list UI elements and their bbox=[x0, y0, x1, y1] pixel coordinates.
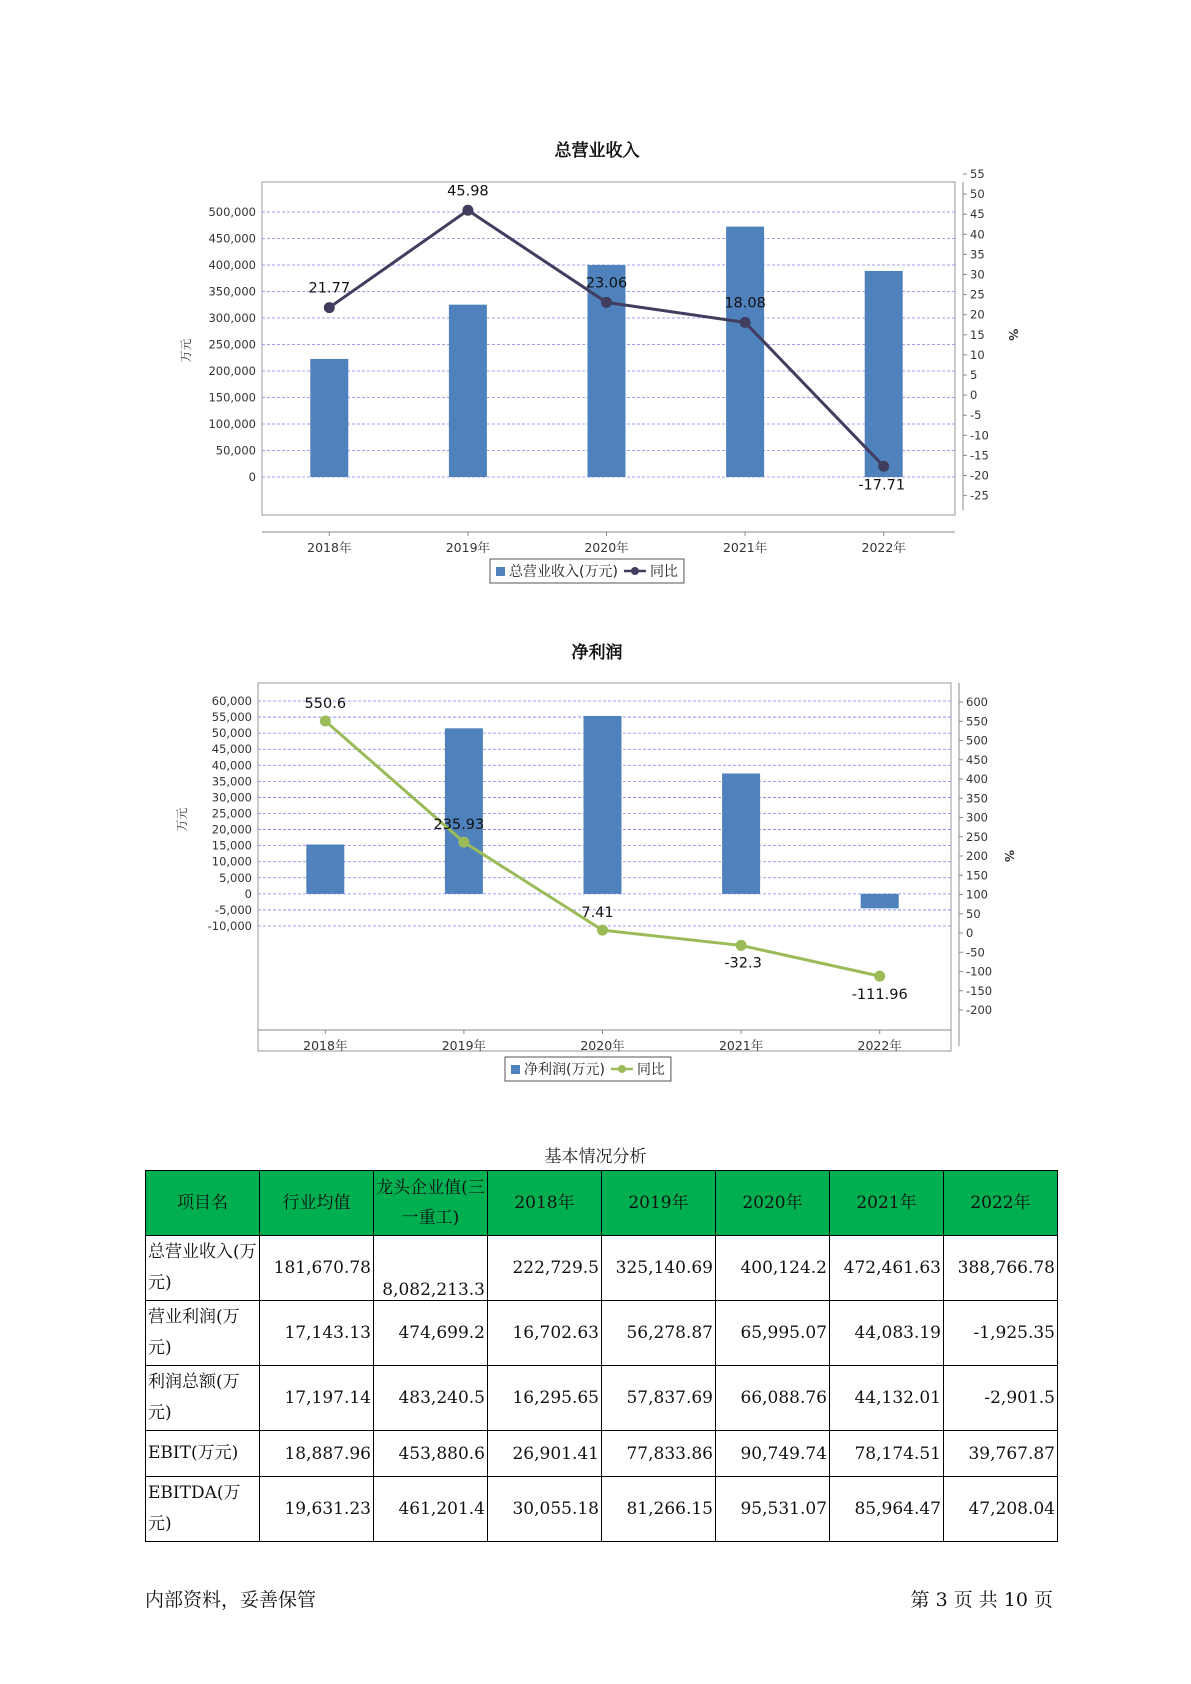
y2-tick-label: -10 bbox=[970, 428, 989, 443]
legend-line-label: 同比 bbox=[636, 1062, 665, 1078]
y2-tick-label: 100 bbox=[966, 887, 988, 902]
y-axis-label: 万元 bbox=[175, 807, 189, 832]
y-tick-label: 300,000 bbox=[208, 311, 256, 325]
table-cell: 19,631.23 bbox=[260, 1477, 374, 1542]
x-tick-label: 2021年 bbox=[722, 540, 768, 555]
header-cell: 龙头企业值(三一重工) bbox=[374, 1171, 488, 1236]
y2-tick-label: -15 bbox=[970, 448, 989, 463]
y2-tick-label: -50 bbox=[966, 945, 985, 960]
x-tick-label: 2018年 bbox=[307, 540, 352, 555]
table-cell: 16,295.65 bbox=[488, 1366, 602, 1431]
y-tick-label: 45,000 bbox=[211, 742, 252, 757]
header-cell: 2022年 bbox=[944, 1171, 1058, 1236]
table-cell: 39,767.87 bbox=[944, 1431, 1058, 1477]
y2-tick-label: 0 bbox=[966, 926, 974, 940]
chart-title: 总营业收入 bbox=[554, 141, 640, 161]
revenue-chart bbox=[0, 130, 1191, 600]
y2-tick-label: 30 bbox=[970, 267, 985, 282]
bar bbox=[861, 894, 899, 908]
y-tick-label: 150,000 bbox=[208, 390, 256, 405]
y2-tick-label: 150 bbox=[966, 868, 988, 883]
x-tick-label: 2020年 bbox=[580, 1038, 625, 1053]
y2-axis-label: % bbox=[1002, 849, 1016, 863]
table-cell: 65,995.07 bbox=[716, 1301, 830, 1366]
table-cell: 77,833.86 bbox=[602, 1431, 716, 1477]
table-caption: 基本情况分析 bbox=[544, 1147, 647, 1167]
y-tick-label: -5,000 bbox=[214, 902, 252, 917]
table-row bbox=[146, 1431, 1058, 1477]
legend-bar-label: 总营业收入(万元) bbox=[509, 564, 618, 580]
y2-tick-label: -25 bbox=[970, 488, 989, 503]
table-cell: 472,461.63 bbox=[830, 1236, 944, 1301]
table-row bbox=[146, 1366, 1058, 1431]
y2-tick-label: 600 bbox=[966, 695, 988, 709]
bar bbox=[310, 359, 348, 477]
y-tick-label: 25,000 bbox=[211, 806, 252, 821]
y-tick-label: 500,000 bbox=[208, 205, 256, 219]
data-label: 45.98 bbox=[447, 183, 489, 200]
legend-line-marker bbox=[631, 567, 639, 575]
y-tick-label: 100,000 bbox=[208, 417, 256, 431]
y2-tick-label: -20 bbox=[970, 468, 989, 483]
basic-analysis-table bbox=[145, 1170, 1058, 1542]
bar bbox=[584, 716, 622, 894]
table-cell: 461,201.4 bbox=[374, 1477, 488, 1542]
x-tick-label: 2022年 bbox=[861, 540, 906, 555]
table-cell: 56,278.87 bbox=[602, 1301, 716, 1366]
y2-tick-label: 50 bbox=[970, 187, 985, 202]
table-cell: 17,197.14 bbox=[260, 1366, 374, 1431]
legend-bar-label: 净利润(万元) bbox=[524, 1062, 605, 1078]
y-tick-label: 400,000 bbox=[208, 258, 256, 272]
bar bbox=[449, 305, 487, 477]
y-tick-label: 0 bbox=[244, 886, 252, 901]
y-tick-label: 450,000 bbox=[208, 231, 256, 246]
x-tick-label: 2020年 bbox=[584, 540, 629, 555]
table-cell: 47,208.04 bbox=[944, 1477, 1058, 1542]
line-point bbox=[597, 925, 608, 936]
data-label: -17.71 bbox=[858, 477, 906, 494]
row-header: 利润总额(万元) bbox=[146, 1366, 260, 1431]
row-header: 总营业收入(万元) bbox=[146, 1236, 260, 1301]
bar bbox=[445, 728, 483, 894]
table-row bbox=[146, 1236, 1058, 1301]
y2-tick-label: 5 bbox=[970, 368, 978, 382]
y2-tick-label: -200 bbox=[966, 1003, 993, 1017]
y-tick-label: 60,000 bbox=[211, 694, 252, 708]
y-tick-label: 0 bbox=[248, 470, 256, 484]
table-cell: 57,837.69 bbox=[602, 1366, 716, 1431]
x-tick-label: 2018年 bbox=[303, 1038, 348, 1053]
table-cell: 16,702.63 bbox=[488, 1301, 602, 1366]
y2-tick-label: 20 bbox=[970, 307, 985, 322]
line-point bbox=[324, 302, 335, 313]
y2-tick-label: 45 bbox=[970, 207, 985, 222]
line-point bbox=[458, 837, 469, 848]
table-cell: 18,887.96 bbox=[260, 1431, 374, 1477]
y2-tick-label: 450 bbox=[966, 752, 988, 767]
row-header: 营业利润(万元) bbox=[146, 1301, 260, 1366]
y2-tick-label: 10 bbox=[970, 347, 985, 362]
table-cell: 453,880.6 bbox=[374, 1431, 488, 1477]
data-label: -111.96 bbox=[851, 987, 908, 1004]
chart-title: 净利润 bbox=[571, 643, 623, 663]
line-point bbox=[462, 205, 473, 216]
table-cell: 388,766.78 bbox=[944, 1236, 1058, 1301]
y-tick-label: 40,000 bbox=[211, 758, 252, 773]
table-cell: -2,901.5 bbox=[944, 1366, 1058, 1431]
y2-tick-label: 250 bbox=[966, 829, 988, 844]
y2-tick-label: 500 bbox=[966, 733, 988, 748]
bar bbox=[306, 845, 344, 894]
y-tick-label: 10,000 bbox=[211, 854, 252, 869]
table-header-row bbox=[146, 1171, 1058, 1236]
table-cell: 44,083.19 bbox=[830, 1301, 944, 1366]
header-cell: 2018年 bbox=[488, 1171, 602, 1236]
table-cell: 483,240.5 bbox=[374, 1366, 488, 1431]
table-cell: 26,901.41 bbox=[488, 1431, 602, 1477]
y-tick-label: 35,000 bbox=[211, 774, 252, 789]
legend-line-marker bbox=[618, 1065, 626, 1073]
y2-tick-label: 550 bbox=[966, 714, 988, 729]
table-cell: 44,132.01 bbox=[830, 1366, 944, 1431]
data-label: 21.77 bbox=[308, 280, 351, 297]
data-label: 18.08 bbox=[724, 295, 766, 312]
table-cell: 30,055.18 bbox=[488, 1477, 602, 1542]
bar bbox=[722, 773, 760, 893]
header-cell: 项目名 bbox=[146, 1171, 260, 1236]
x-tick-label: 2021年 bbox=[718, 1038, 764, 1053]
table-cell: 81,266.15 bbox=[602, 1477, 716, 1542]
y-tick-label: 250,000 bbox=[208, 337, 256, 352]
data-label: 550.6 bbox=[304, 696, 347, 713]
x-tick-label: 2022年 bbox=[857, 1038, 902, 1053]
y2-tick-label: -100 bbox=[966, 964, 993, 979]
table-cell: 17,143.13 bbox=[260, 1301, 374, 1366]
table-row bbox=[146, 1301, 1058, 1366]
y2-tick-label: 400 bbox=[966, 772, 988, 786]
data-label: 23.06 bbox=[585, 275, 628, 292]
table-cell: 95,531.07 bbox=[716, 1477, 830, 1542]
legend-line-label: 同比 bbox=[649, 564, 678, 580]
data-label: -32.3 bbox=[724, 955, 762, 972]
y2-tick-label: 50 bbox=[966, 906, 981, 921]
y-tick-label: -10,000 bbox=[207, 919, 252, 933]
y-tick-label: 50,000 bbox=[211, 726, 252, 741]
y2-tick-label: 55 bbox=[970, 167, 985, 181]
y-tick-label: 5,000 bbox=[219, 870, 252, 885]
y2-tick-label: 25 bbox=[970, 287, 985, 302]
table-cell: 78,174.51 bbox=[830, 1431, 944, 1477]
header-cell: 2020年 bbox=[716, 1171, 830, 1236]
x-tick-label: 2019年 bbox=[441, 1038, 487, 1053]
y-tick-label: 350,000 bbox=[208, 284, 256, 299]
header-cell: 2019年 bbox=[602, 1171, 716, 1236]
table-cell: 90,749.74 bbox=[716, 1431, 830, 1477]
data-label: 7.41 bbox=[581, 905, 614, 922]
y2-tick-label: 350 bbox=[966, 791, 988, 806]
y2-tick-label: 200 bbox=[966, 849, 988, 863]
y2-axis-label: % bbox=[1006, 328, 1020, 341]
legend-bar-swatch bbox=[511, 1065, 520, 1074]
y-axis-label: 万元 bbox=[179, 338, 193, 363]
y-tick-label: 200,000 bbox=[208, 364, 256, 378]
table-cell: 222,729.5 bbox=[488, 1236, 602, 1301]
net-profit-chart bbox=[0, 630, 1191, 1100]
footer-confidential-note: 内部资料，妥善保管 bbox=[145, 1589, 317, 1611]
table-cell: 66,088.76 bbox=[716, 1366, 830, 1431]
table-cell: 85,964.47 bbox=[830, 1477, 944, 1542]
y2-tick-label: 300 bbox=[966, 810, 988, 825]
legend-bar-swatch bbox=[496, 567, 505, 576]
y2-tick-label: -5 bbox=[970, 408, 982, 423]
line-point bbox=[601, 297, 612, 308]
line-point bbox=[320, 716, 331, 727]
line-point bbox=[878, 461, 889, 472]
y2-tick-label: 0 bbox=[970, 388, 978, 403]
bar bbox=[865, 271, 903, 477]
table-cell: 400,124.2 bbox=[716, 1236, 830, 1301]
line-point bbox=[740, 317, 751, 328]
y-tick-label: 50,000 bbox=[215, 443, 256, 458]
data-label: 235.93 bbox=[433, 817, 485, 834]
row-header: EBIT(万元) bbox=[146, 1431, 260, 1477]
y2-tick-label: 15 bbox=[970, 327, 985, 342]
footer-page-number: 第 3 页 共 10 页 bbox=[910, 1589, 1053, 1611]
table-cell: 474,699.2 bbox=[374, 1301, 488, 1366]
table-cell: 181,670.78 bbox=[260, 1236, 374, 1301]
y2-tick-label: 35 bbox=[970, 247, 985, 262]
bar bbox=[585, 265, 628, 477]
table-cell: 8,082,213.3 bbox=[374, 1236, 488, 1301]
table-row bbox=[146, 1477, 1058, 1542]
table-cell: -1,925.35 bbox=[944, 1301, 1058, 1366]
y-tick-label: 30,000 bbox=[211, 790, 252, 805]
row-header: EBITDA(万元) bbox=[146, 1477, 260, 1542]
y2-tick-label: -150 bbox=[966, 983, 993, 998]
y-tick-label: 15,000 bbox=[211, 838, 252, 853]
table-cell: 325,140.69 bbox=[602, 1236, 716, 1301]
y-tick-label: 20,000 bbox=[211, 822, 252, 837]
header-cell: 行业均值 bbox=[260, 1171, 374, 1236]
line-point bbox=[736, 940, 747, 951]
y2-tick-label: 40 bbox=[970, 227, 985, 242]
x-tick-label: 2019年 bbox=[445, 540, 491, 555]
bar bbox=[726, 227, 764, 477]
line-point bbox=[874, 971, 885, 982]
y-tick-label: 55,000 bbox=[211, 710, 252, 725]
header-cell: 2021年 bbox=[830, 1171, 944, 1236]
